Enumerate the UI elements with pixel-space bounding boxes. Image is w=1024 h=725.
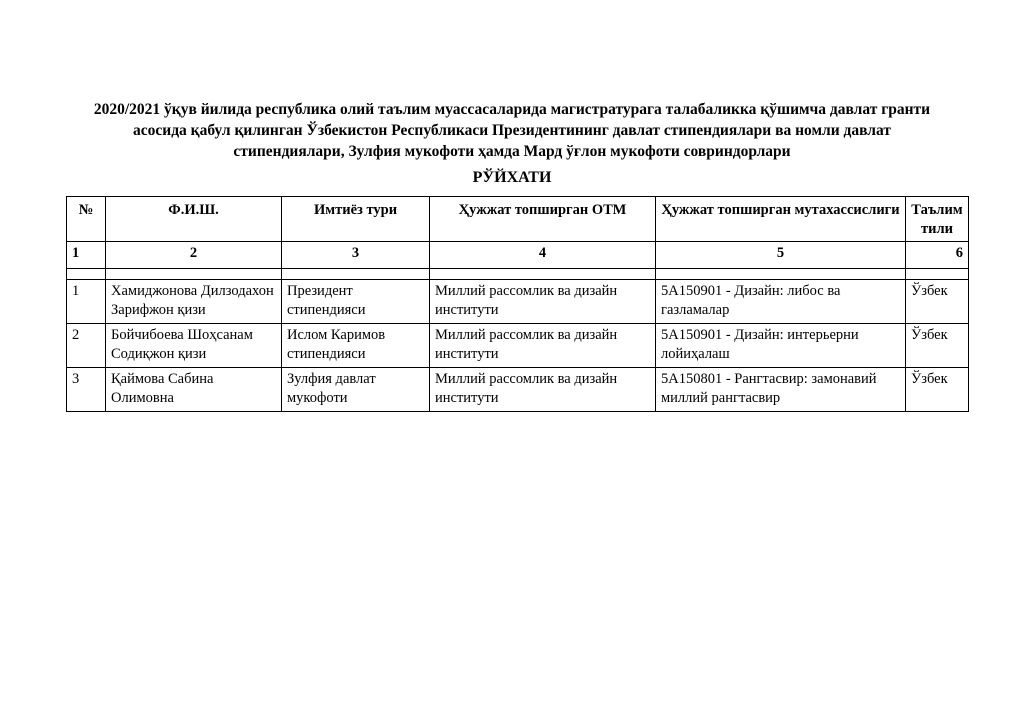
- laureates-table: [66, 196, 969, 412]
- column-number: 4: [430, 242, 656, 269]
- row-university: Миллий рассомлик ва дизайн институти: [430, 324, 656, 368]
- heading-line: стипендиялари, Зулфия мукофоти ҳамда Мард ўғлон мукофоти совриндорлари: [233, 143, 791, 160]
- row-specialty: 5А150901 - Дизайн: либос ва газламалар: [656, 280, 906, 324]
- row-num: 2: [67, 324, 106, 368]
- row-language: Ўзбек: [906, 368, 969, 412]
- row-name: Бойчибоева Шоҳсанам Содиқжон қизи: [106, 324, 282, 368]
- header-name: Ф.И.Ш.: [106, 197, 282, 242]
- row-language: Ўзбек: [906, 324, 969, 368]
- row-num: 3: [67, 368, 106, 412]
- heading-line: 2020/2021 ўқув йилида республика олий таълим муассасаларида магистратурага талабаликка қўшимча давлат гранти: [93, 101, 931, 118]
- column-number: 1: [67, 242, 106, 269]
- document-subheading: РЎЙХАТИ: [472, 169, 552, 186]
- row-name: Хамиджонова Дилзодахон Зарифжон қизи: [106, 280, 282, 324]
- column-number-row: [67, 242, 969, 269]
- row-privilege: Зулфия давлат мукофоти: [282, 368, 430, 412]
- header-privilege: Имтиёз тури: [282, 197, 430, 242]
- header-language: Таълим тили: [906, 197, 969, 242]
- table-row: [67, 280, 969, 324]
- column-number: 2: [106, 242, 282, 269]
- row-privilege: Ислом Каримов стипендияси: [282, 324, 430, 368]
- spacer-row: [67, 269, 969, 280]
- header-num: №: [67, 197, 106, 242]
- row-num: 1: [67, 280, 106, 324]
- table-row: [67, 368, 969, 412]
- column-number: 6: [906, 242, 969, 269]
- row-specialty: 5А150801 - Рангтасвир: замонавий миллий рангтасвир: [656, 368, 906, 412]
- row-university: Миллий рассомлик ва дизайн институти: [430, 368, 656, 412]
- row-specialty: 5А150901 - Дизайн: интерьерни лойиҳалаш: [656, 324, 906, 368]
- row-privilege: Президент стипендияси: [282, 280, 430, 324]
- header-university: Ҳужжат топширган ОТМ: [430, 197, 656, 242]
- document-heading: [60, 99, 964, 162]
- row-language: Ўзбек: [906, 280, 969, 324]
- table-row: [67, 324, 969, 368]
- heading-line: асосида қабул қилинган Ўзбекистон Республикаси Президентининг давлат стипендиялари ва номли давлат: [133, 122, 891, 139]
- table-header-row: [67, 197, 969, 242]
- header-specialty: Ҳужжат топширган мутахассислиги: [656, 197, 906, 242]
- column-number: 5: [656, 242, 906, 269]
- column-number: 3: [282, 242, 430, 269]
- row-university: Миллий рассомлик ва дизайн институти: [430, 280, 656, 324]
- row-name: Қаймова Сабина Олимовна: [106, 368, 282, 412]
